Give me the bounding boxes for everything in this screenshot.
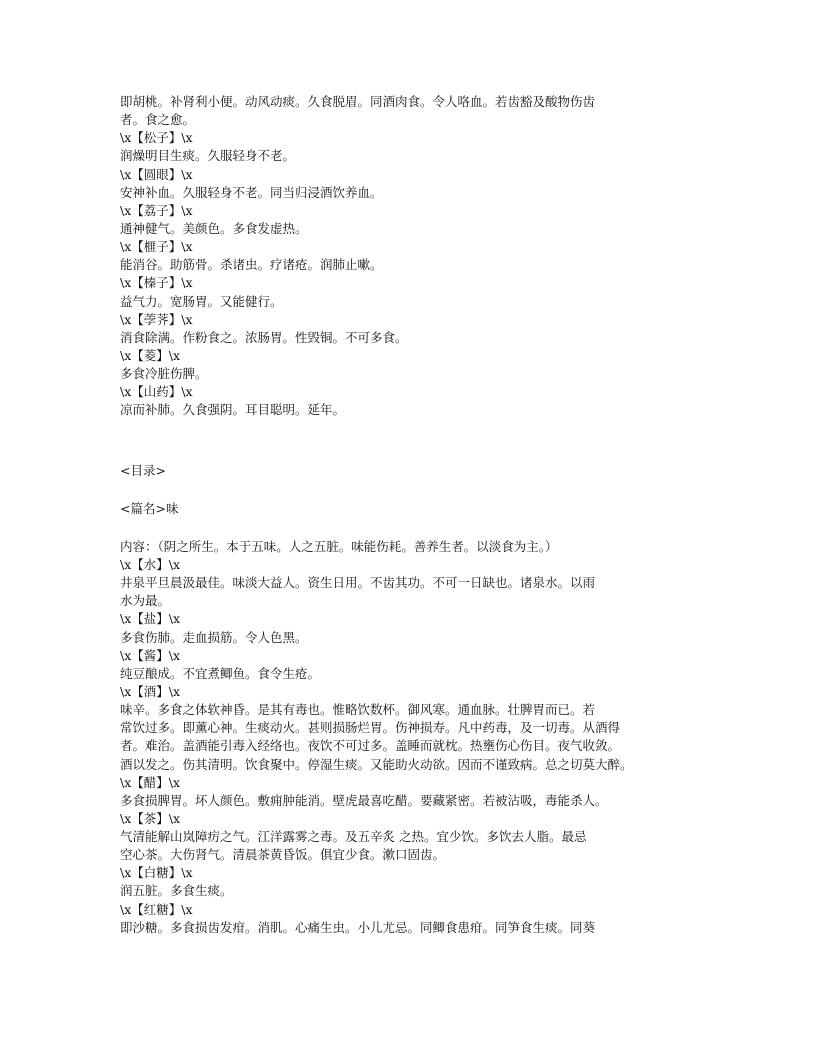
text-line: 者。难治。盖酒能引毒入经络也。夜饮不可过多。盖睡而就枕。热壅伤心伤目。夜气收敛。 [120, 738, 621, 754]
text-line: 酒以发之。伤其清明。饮食聚中。停湿生痰。又能助火动欲。因而不谨致病。总之切莫大醉。 [120, 756, 633, 772]
text-line: 润燥明目生痰。久服轻身不老。 [120, 148, 296, 164]
text-line: 凉而补肺。久食强阴。耳目聪明。延年。 [120, 402, 346, 418]
text-line: 纯豆酿成。不宜煮鲫鱼。食令生疮。 [120, 665, 321, 681]
text-line: 润五脏。多食生痰。 [120, 883, 233, 899]
text-line: 即胡桃。补肾利小便。动风动痰。久食脱眉。同酒肉食。令人咯血。若齿豁及酸物伤齿 [120, 94, 596, 109]
section-flavors [120, 538, 700, 937]
entry-heading: \x【榛子】\x [120, 275, 193, 291]
text-line: 消食除满。作粉食之。浓肠胃。性毁铜。不可多食。 [120, 329, 408, 345]
entry-heading: \x【水】\x [120, 556, 181, 572]
entry-heading: \x【榧子】\x [120, 239, 193, 255]
entry-heading: \x【盐】\x [120, 611, 181, 627]
text-line: 多食冷脏伤脾。 [120, 366, 208, 382]
text-line: 常饮过多。即薰心神。生痰动火。甚则损肠烂胃。伤神损寿。凡中药毒，及一切毒。从酒得 [120, 720, 621, 736]
entry-heading: \x【醋】\x [120, 774, 181, 790]
text-line: 空心茶。大伤肾气。清晨茶黄昏饭。俱宜少食。漱口固齿。 [120, 847, 446, 863]
text-line: 井泉平旦晨汲最佳。味淡大益人。资生日用。不齿其功。不可一日缺也。诸泉水。以雨 [120, 575, 596, 591]
entry-heading: \x【白糖】\x [120, 865, 193, 881]
chapter-name: <篇名>味 [120, 500, 179, 516]
text-line: 安神补血。久服轻身不老。同当归浸酒饮养血。 [120, 184, 383, 200]
entry-heading: \x【红糖】\x [120, 901, 193, 917]
entry-heading: \x【荸荠】\x [120, 311, 193, 327]
section-fruits [120, 93, 700, 420]
text-line: 气清能解山岚障疠之气。江洋露雾之毒。及五辛炙 之热。宜少饮。多饮去人脂。最忌 [120, 829, 587, 845]
text-line: 益气力。宽肠胃。又能健行。 [120, 293, 283, 309]
text-line: 多食损脾胃。坏人颜色。敷痈肿能消。壁虎最喜吃醋。要藏紧密。若被沾吸，毒能杀人。 [120, 792, 608, 808]
chapter-intro: 内容：（阴之所生。本于五味。人之五脏。味能伤耗。善养生者。以淡食为主。） [120, 538, 558, 554]
text-line: 水为最。 [120, 593, 171, 609]
text-line: 即沙糖。多食损齿发疳。消肌。心痛生虫。小儿尤忌。同鲫食患疳。同笋食生痰。同葵 [120, 919, 596, 935]
entry-heading: \x【山药】\x [120, 384, 193, 400]
entry-heading: \x【茶】\x [120, 810, 181, 826]
entry-heading: \x【圆眼】\x [120, 166, 193, 182]
text-line: 通神健气。美颜色。多食发虚热。 [120, 220, 308, 236]
document-page [120, 93, 700, 937]
text-line: 者。食之愈。 [120, 112, 196, 128]
entry-heading: \x【酱】\x [120, 647, 181, 663]
toc-marker: <目录> [120, 462, 166, 478]
entry-heading: \x【荔子】\x [120, 202, 193, 218]
entry-heading: \x【松子】\x [120, 130, 193, 146]
text-line: 多食伤肺。走血损筋。令人色黑。 [120, 629, 308, 645]
entry-heading: \x【酒】\x [120, 683, 181, 699]
entry-heading: \x【菱】\x [120, 347, 181, 363]
text-line: 能消谷。助筋骨。杀诸虫。疗诸疮。润肺止嗽。 [120, 257, 383, 273]
text-line: 味辛。多食之体软神昏。是其有毒也。惟略饮数杯。御风寒。通血脉。壮脾胃而已。若 [120, 702, 596, 718]
